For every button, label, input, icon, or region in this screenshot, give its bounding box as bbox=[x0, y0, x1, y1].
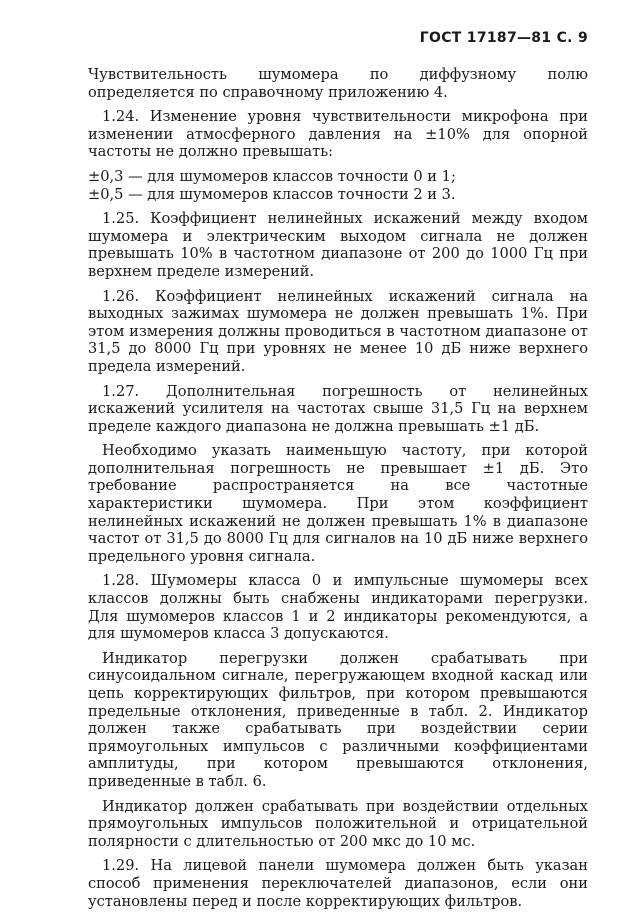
paragraph: 1.28. Шумомеры класса 0 и импульсные шумомеры всех классов должны быть снабжены индикаторами перегрузки. Для шумомеров классов 1 и 2 индикаторы рекомендуются, а для шумомеров класса 3 допускаются. bbox=[88, 572, 588, 643]
list-item: ±0,5 — для шумомеров классов точности 2 и 3. bbox=[88, 185, 456, 203]
paragraph: Индикатор должен срабатывать при воздействии отдельных прямоугольных импульсов положительной и отрицательной полярности с длительностью от 200 мкс до 10 мс. bbox=[88, 797, 588, 850]
paragraph: Чувствительность шумомера по диффузному полю определяется по справочному приложению 4. bbox=[88, 66, 588, 101]
tolerance-list bbox=[88, 168, 588, 203]
paragraph: Индикатор перегрузки должен срабатывать при синусоидальном сигнале, перегружающем входной каскад или цепь корректирующих фильтров, при котором превышаются предельные отклонения, приведенные в табл. 2. Индикатор должен также срабатывать при воздействии серии прямоугольных импульсов с различными коэффициентами амплитуды, при котором превышаются отклонения, приведенные в табл. 6. bbox=[88, 649, 588, 790]
paragraph: 1.25. Коэффициент нелинейных искажений между входом шумомера и электрическим выходом сигнала не должен превышать 10% в частотном диапазоне от 200 до 1000 Гц при верхнем пределе измерений. bbox=[88, 210, 588, 280]
paragraph: 1.24. Изменение уровня чувствительности микрофона при изменении атмосферного давления на ±10% для опорной частоты не должно превышать: bbox=[88, 108, 588, 161]
paragraph: Необходимо указать наименьшую частоту, при которой дополнительная погрешность не превышает ±1 дБ. Это требование распространяется на все частотные характеристики шумомера. При этом коэффициент нелинейных искажений не должен превышать 1% в диапазоне частот от 31,5 до 8000 Гц для сигналов на 10 дБ ниже верхнего предельного уровня сигнала. bbox=[88, 442, 588, 565]
list-item: ±0,3 — для шумомеров классов точности 0 и 1; bbox=[88, 167, 456, 185]
standard-number: ГОСТ 17187—81 bbox=[419, 30, 552, 46]
paragraph: 1.27. Дополнительная погрешность от нелинейных искажений усилителя на частотах свыше 31,5 Гц на верхнем пределе каждого диапазона не должна превышать ±1 дБ. bbox=[88, 382, 588, 435]
document-body bbox=[88, 66, 588, 917]
page-header bbox=[420, 30, 588, 46]
page-number: С. 9 bbox=[556, 30, 588, 46]
paragraph: 1.26. Коэффициент нелинейных искажений сигнала на выходных зажимах шумомера не должен превышать 1%. При этом измерения должны проводиться в частотном диапазоне от 31,5 до 8000 Гц при уровнях не менее 10 дБ ниже верхнего предела измерений. bbox=[88, 287, 588, 375]
paragraph: 1.29. На лицевой панели шумомера должен быть указан способ применения переключателей диапазонов, если они установлены перед и после корректирующих фильтров. bbox=[88, 857, 588, 910]
